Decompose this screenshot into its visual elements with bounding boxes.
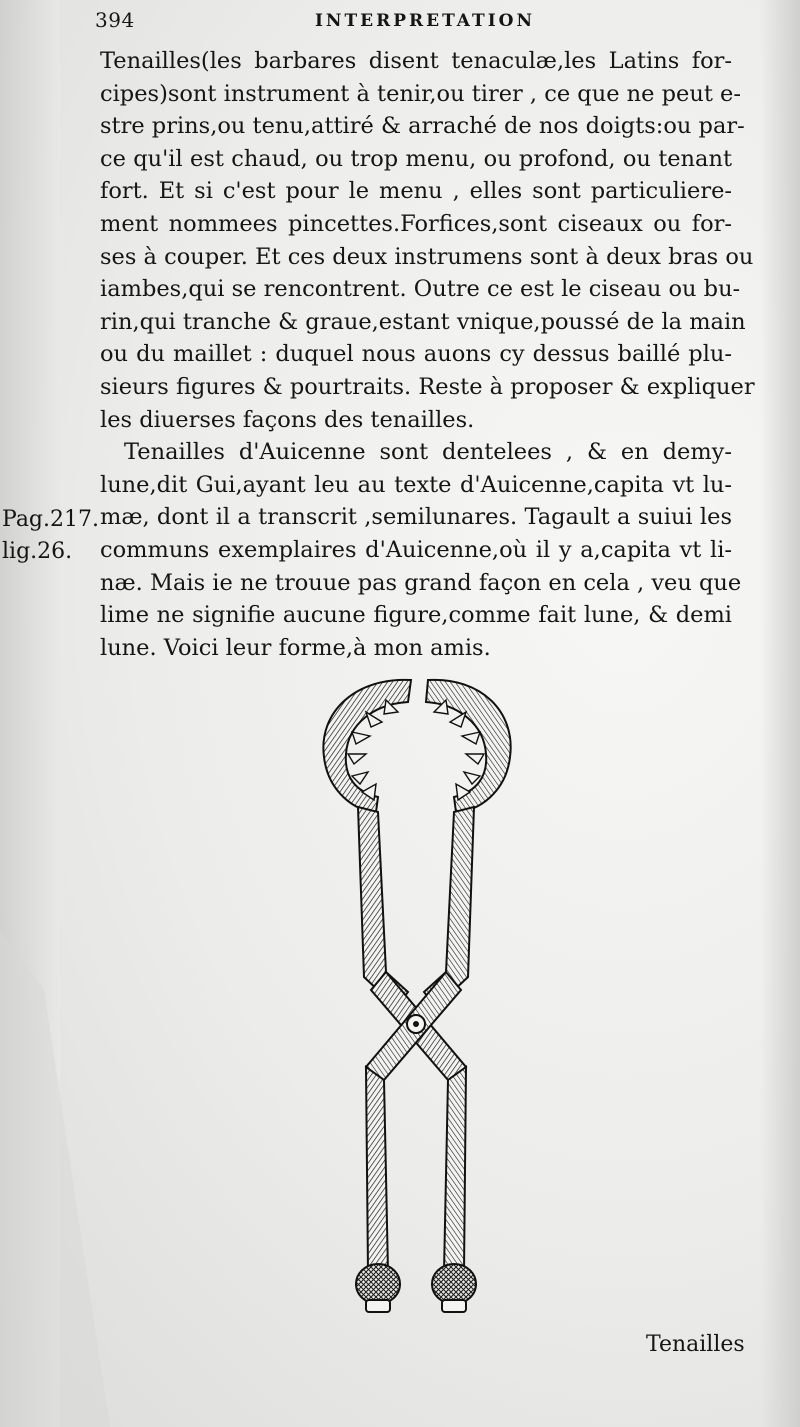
page-number: 394 bbox=[95, 8, 135, 32]
paragraph-tenailles-auicenne bbox=[100, 436, 742, 664]
text-line: rin,qui tranche & graue,estant vnique,poussé de la main bbox=[100, 308, 746, 335]
margin-note-page: Pag.217. bbox=[2, 507, 99, 532]
body-text bbox=[100, 45, 755, 664]
page-edge-shadow bbox=[760, 0, 800, 1427]
paragraph-tenailles-definition bbox=[100, 45, 755, 436]
text-line: cipes)sont instrument à tenir,ou tirer , ce que ne peut e- bbox=[100, 80, 741, 107]
text-line: stre prins,ou tenu,attiré & arraché de nos doigts:ou par- bbox=[100, 113, 745, 140]
right-handle-knob bbox=[432, 1264, 476, 1312]
text-line: lune. Voici leur forme,à mon amis. bbox=[100, 634, 491, 661]
text-line: communs exemplaires d'Auicenne,où il y a,capita vt li- bbox=[100, 536, 732, 563]
text-line: lime ne signifie aucune figure,comme fait lune, & demi bbox=[100, 602, 732, 629]
margin-note bbox=[2, 504, 102, 568]
right-handle bbox=[444, 1067, 466, 1272]
text-line: iambes,qui se rencontrent. Outre ce est le ciseau ou bu- bbox=[100, 276, 741, 303]
text-line: sieurs figures & pourtraits. Reste à proposer & expliquer bbox=[100, 373, 755, 400]
text-line: ses à couper. Et ces deux instrumens sont à deux bras ou bbox=[100, 243, 754, 270]
text-line: lune,dit Gui,ayant leu au texte d'Auicenne,capita vt lu- bbox=[100, 471, 732, 498]
running-title: INTERPRETATION bbox=[314, 11, 536, 31]
left-handle-knob bbox=[356, 1264, 400, 1312]
left-handle bbox=[366, 1067, 388, 1272]
tongs-woodcut-illustration bbox=[316, 672, 516, 1332]
text-line: ce qu'il est chaud, ou trop menu, ou profond, ou tenant bbox=[100, 145, 732, 172]
text-line: næ. Mais ie ne trouue pas grand façon en cela , veu que bbox=[100, 569, 742, 596]
catchword: Tenailles bbox=[646, 1332, 745, 1357]
text-line: ment nommees pincettes.Forfices,sont ciseaux ou for- bbox=[100, 210, 732, 237]
text-line: mæ, dont il a transcrit ,semilunares. Tagault a suiui les bbox=[100, 504, 732, 531]
running-head bbox=[95, 8, 755, 38]
tongs-drawing bbox=[316, 672, 516, 1332]
text-line: ou du maillet : duquel nous auons cy dessus baillé plu- bbox=[100, 341, 732, 368]
text-line: fort. Et si c'est pour le menu , elles sont particuliere- bbox=[100, 178, 732, 205]
text-line: Tenailles(les barbares disent tenaculæ,les Latins for- bbox=[100, 48, 732, 74]
text-line: Tenailles d'Auicenne sont dentelees , & en demy- bbox=[124, 439, 732, 466]
margin-note-line: lig.26. bbox=[2, 539, 73, 564]
text-line: les diuerses façons des tenailles. bbox=[100, 406, 475, 433]
